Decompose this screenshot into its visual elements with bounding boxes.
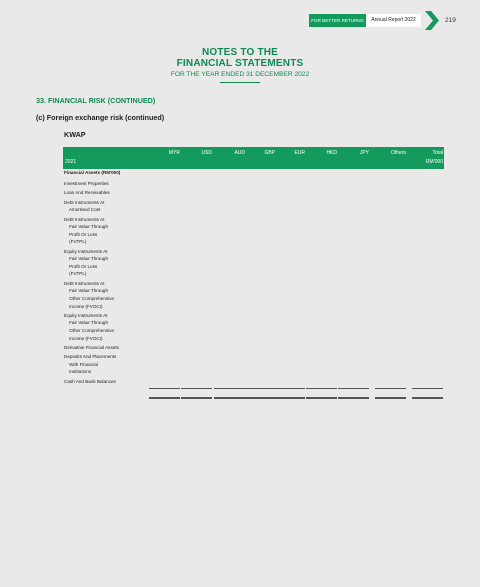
row-label: Loan And Receivables bbox=[64, 190, 110, 196]
row-label: Equity Instruments At bbox=[64, 312, 108, 318]
row-label: Equity Instruments At bbox=[64, 248, 108, 254]
column-header: GBP bbox=[264, 150, 275, 156]
total-rule bbox=[214, 398, 245, 399]
row-label: Income (FVOCI) bbox=[64, 335, 103, 341]
row-label: Debt Instruments At bbox=[64, 216, 105, 222]
row-label: Profit Or Loss bbox=[64, 231, 98, 237]
column-header: EUR bbox=[294, 150, 305, 156]
entity-heading: KWAP bbox=[64, 130, 86, 139]
column-header: Others bbox=[390, 150, 406, 156]
column-header: JPY bbox=[359, 150, 369, 156]
title-divider bbox=[220, 82, 260, 83]
column-header: MYR bbox=[168, 150, 180, 156]
subsection-heading: (c) Foreign exchange risk (continued) bbox=[36, 113, 165, 122]
total-rule bbox=[214, 388, 245, 389]
total-rule bbox=[149, 388, 180, 389]
total-rule bbox=[244, 398, 275, 399]
header-tagline: FOR BETTER RETURNS bbox=[309, 14, 366, 27]
section-heading: 33. FINANCIAL RISK (CONTINUED) bbox=[36, 96, 156, 105]
row-label: Debt Instruments At bbox=[64, 280, 105, 286]
table-year: 2021 bbox=[65, 159, 77, 165]
total-rule bbox=[181, 398, 212, 399]
row-label: Deposits And Placements bbox=[64, 354, 117, 360]
total-rule bbox=[149, 398, 180, 399]
total-rule bbox=[274, 398, 305, 399]
row-label: Investment Properties bbox=[64, 181, 109, 186]
group-heading: Financial Assets (RM'000) bbox=[64, 170, 121, 175]
row-label: Fair Value Through bbox=[64, 256, 109, 262]
row-label: (FVTPL) bbox=[64, 271, 87, 277]
row-label: Derivative Financial Assets bbox=[64, 344, 119, 350]
header-report-title: Annual Report 2022 bbox=[366, 14, 421, 27]
total-rule bbox=[306, 388, 337, 389]
table-unit: RM'000 bbox=[425, 159, 443, 165]
row-label: Debt Instruments At bbox=[64, 199, 105, 205]
total-rule bbox=[274, 388, 305, 389]
total-rule bbox=[375, 388, 406, 389]
chevron-right-icon bbox=[423, 11, 439, 30]
row-label: (FVTPL) bbox=[64, 239, 87, 245]
row-label: Profit Or Loss bbox=[64, 263, 98, 269]
row-label: Cash And Bank Balances bbox=[64, 378, 116, 384]
page-title-line-1: NOTES TO THE bbox=[201, 47, 279, 58]
row-label: Institutions bbox=[64, 369, 92, 375]
page-title-line-2: FINANCIAL STATEMENTS bbox=[176, 58, 304, 69]
column-header: Total bbox=[432, 150, 443, 156]
total-rule bbox=[244, 388, 275, 389]
row-label: Fair Value Through bbox=[64, 224, 109, 230]
total-rule bbox=[338, 388, 369, 389]
row-label: Other Comprehensive bbox=[64, 328, 115, 333]
page-subtitle: FOR THE YEAR ENDED 31 DECEMBER 2022 bbox=[170, 71, 310, 78]
row-label: With Financial bbox=[64, 361, 98, 367]
total-rule bbox=[412, 398, 443, 399]
row-label: Amortised Cost bbox=[64, 207, 101, 213]
total-rule bbox=[306, 398, 337, 399]
total-rule bbox=[412, 388, 443, 389]
column-header: HKD bbox=[326, 150, 337, 156]
row-label: Other Comprehensive bbox=[64, 295, 115, 301]
total-rule bbox=[375, 398, 406, 399]
column-header: AUD bbox=[234, 150, 245, 156]
row-label: Fair Value Through bbox=[64, 320, 109, 326]
total-rule bbox=[338, 398, 369, 399]
page-number: 219 bbox=[445, 17, 456, 24]
row-label: Income (FVOCI) bbox=[64, 303, 103, 309]
row-label: Fair Value Through bbox=[64, 288, 109, 294]
column-header: USD bbox=[201, 150, 212, 156]
table-header-band bbox=[63, 147, 444, 169]
total-rule bbox=[181, 388, 212, 389]
